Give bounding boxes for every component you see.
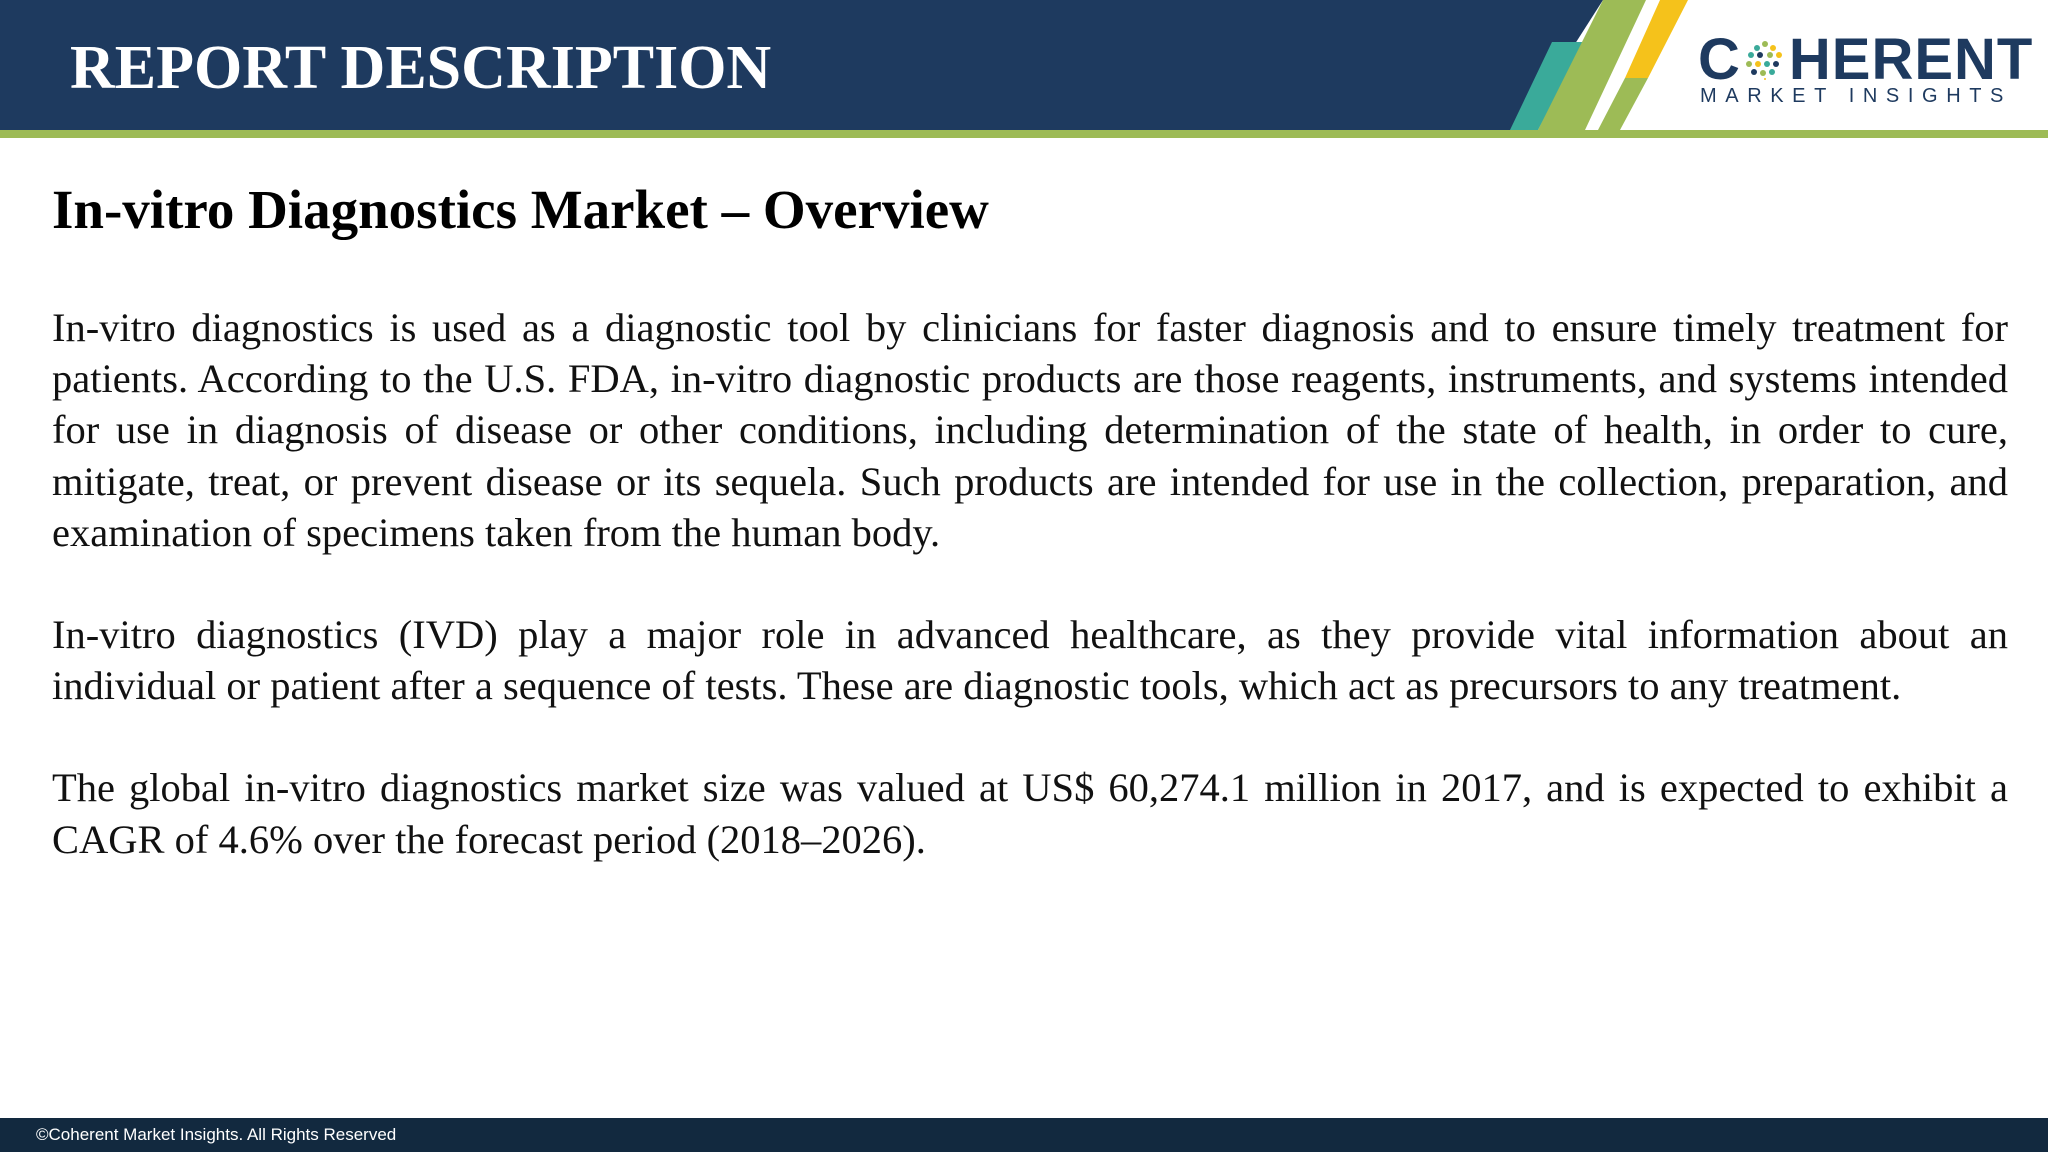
company-logo [1698, 27, 2034, 110]
logo-wordmark [1698, 27, 2034, 92]
logo-wordmark-rest: HERENT [1788, 27, 2034, 92]
copyright-notice: ©Coherent Market Insights. All Rights Reserved [36, 1125, 397, 1144]
dotted-globe-icon [1745, 40, 1785, 80]
market-size-paragraph: The global in-vitro diagnostics market size was valued at US$ 60,274.1 million in 2017, and is expected to exhibit a CAGR of 4.6% over the forecast period (2018–2026). [52, 765, 2008, 862]
report-heading: REPORT DESCRIPTION [70, 34, 772, 102]
main-content [52, 172, 2008, 865]
page-title: In-vitro Diagnostics Market – Overview [52, 179, 989, 240]
header-banner [0, 0, 2048, 138]
overview-paragraph: In-vitro diagnostics (IVD) play a major role in advanced healthcare, as they provide vital information about an individual or patient after a sequence of tests. These are diagnostic tools, which act as precursors to any treatment. [52, 612, 2008, 709]
overview-paragraph: In-vitro diagnostics is used as a diagnostic tool by clinicians for faster diagnosis and to ensure timely treatment for patients. According to the U.S. FDA, in-vitro diagnostic products are those reagents, instruments, and systems intended for use in diagnosis of disease or other conditions, including determination of the state of health, in order to cure, mitigate, treat, or prevent disease or its sequela. Such products are intended for use in the collection, preparation, and examination of specimens taken from the human body. [52, 305, 2008, 555]
footer-bar [0, 1118, 2048, 1152]
logo-first-letter: C [1698, 27, 1741, 92]
logo-tagline: MARKET INSIGHTS [1700, 85, 2012, 107]
header-green-underline [0, 130, 2048, 138]
